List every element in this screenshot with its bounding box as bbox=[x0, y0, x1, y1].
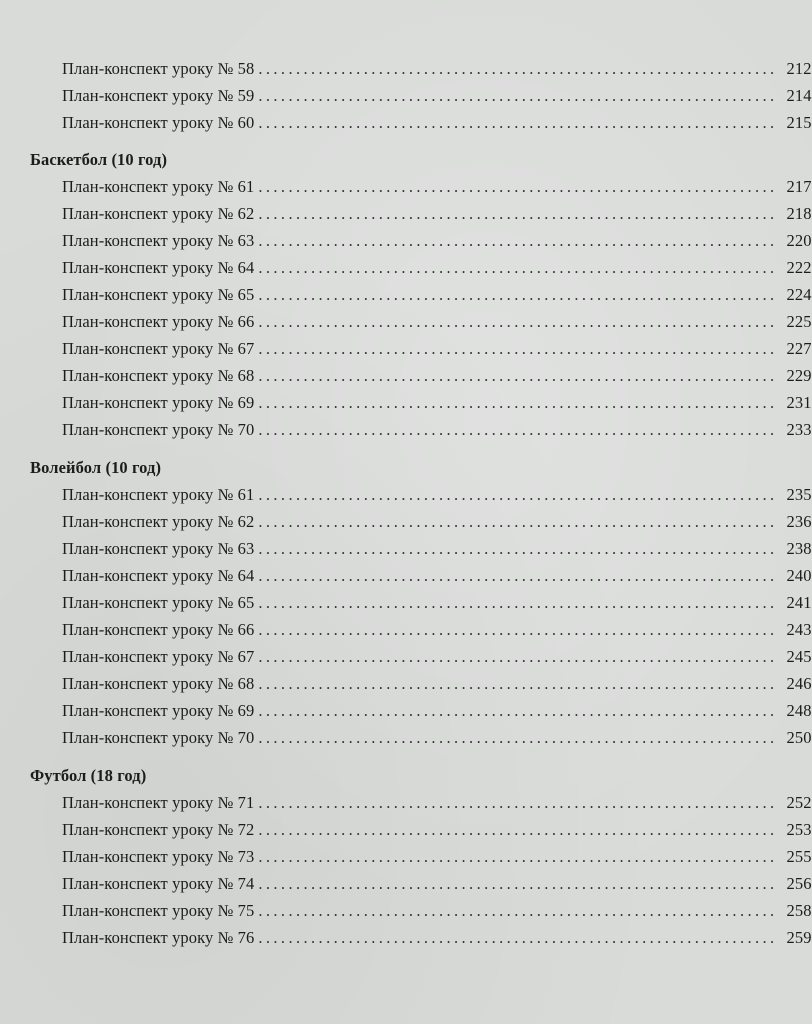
dot-leader: ..................................................................... bbox=[258, 113, 778, 132]
entry-page-number: 252 bbox=[786, 793, 812, 812]
dot-leader: ..................................................................... bbox=[258, 177, 778, 196]
entry-title: План-конспект уроку № 69 bbox=[62, 393, 255, 412]
toc-entry[interactable] bbox=[62, 231, 812, 251]
entry-title: План-конспект уроку № 68 bbox=[62, 674, 255, 693]
dot-leader: ..................................................................... bbox=[258, 539, 778, 558]
toc-entry[interactable] bbox=[62, 204, 812, 224]
entry-title: План-конспект уроку № 65 bbox=[62, 285, 255, 304]
entry-page-number: 225 bbox=[786, 312, 812, 331]
entry-page-number: 215 bbox=[786, 113, 812, 132]
entry-title: План-конспект уроку № 62 bbox=[62, 512, 255, 531]
entry-title: План-конспект уроку № 68 bbox=[62, 366, 255, 385]
entry-title: План-конспект уроку № 66 bbox=[62, 620, 255, 639]
dot-leader: ..................................................................... bbox=[258, 339, 778, 358]
entry-page-number: 243 bbox=[786, 620, 812, 639]
entry-page-number: 220 bbox=[786, 231, 812, 250]
entry-title: План-конспект уроку № 61 bbox=[62, 177, 255, 196]
toc-entry[interactable] bbox=[62, 847, 812, 867]
entry-page-number: 218 bbox=[786, 204, 812, 223]
entry-page-number: 212 bbox=[786, 59, 812, 78]
entry-page-number: 246 bbox=[786, 674, 812, 693]
toc-entry[interactable] bbox=[62, 420, 812, 440]
dot-leader: ..................................................................... bbox=[258, 485, 778, 504]
entry-title: План-конспект уроку № 63 bbox=[62, 539, 255, 558]
entry-page-number: 255 bbox=[786, 847, 812, 866]
entry-page-number: 235 bbox=[786, 485, 812, 504]
entry-page-number: 231 bbox=[786, 393, 812, 412]
dot-leader: ..................................................................... bbox=[258, 820, 778, 839]
dot-leader: ..................................................................... bbox=[258, 59, 778, 78]
toc-entry[interactable] bbox=[62, 620, 812, 640]
dot-leader: ..................................................................... bbox=[258, 674, 778, 693]
entry-title: План-конспект уроку № 65 bbox=[62, 593, 255, 612]
dot-leader: ..................................................................... bbox=[258, 312, 778, 331]
entry-title: План-конспект уроку № 63 bbox=[62, 231, 255, 250]
entry-title: План-конспект уроку № 64 bbox=[62, 566, 255, 585]
toc-entry[interactable] bbox=[62, 566, 812, 586]
entry-title: План-конспект уроку № 62 bbox=[62, 204, 255, 223]
entry-page-number: 253 bbox=[786, 820, 812, 839]
toc-entry[interactable] bbox=[62, 393, 812, 413]
dot-leader: ..................................................................... bbox=[258, 793, 778, 812]
dot-leader: ..................................................................... bbox=[258, 620, 778, 639]
toc-entry[interactable] bbox=[62, 339, 812, 359]
dot-leader: ..................................................................... bbox=[258, 901, 778, 920]
entry-title: План-конспект уроку № 75 bbox=[62, 901, 255, 920]
entry-title: План-конспект уроку № 70 bbox=[62, 420, 255, 439]
dot-leader: ..................................................................... bbox=[258, 420, 778, 439]
toc-entry[interactable] bbox=[62, 512, 812, 532]
entry-title: План-конспект уроку № 72 bbox=[62, 820, 255, 839]
entry-page-number: 222 bbox=[786, 258, 812, 277]
dot-leader: ..................................................................... bbox=[258, 566, 778, 585]
dot-leader: ..................................................................... bbox=[258, 928, 778, 947]
dot-leader: ..................................................................... bbox=[258, 393, 778, 412]
entry-title: План-конспект уроку № 69 bbox=[62, 701, 255, 720]
section-heading: Баскетбол (10 год) bbox=[30, 150, 168, 169]
entry-page-number: 248 bbox=[786, 701, 812, 720]
toc-entry[interactable] bbox=[62, 820, 812, 840]
dot-leader: ..................................................................... bbox=[258, 593, 778, 612]
toc-entry[interactable] bbox=[62, 901, 812, 921]
dot-leader: ..................................................................... bbox=[258, 231, 778, 250]
entry-page-number: 238 bbox=[786, 539, 812, 558]
entry-title: План-конспект уроку № 58 bbox=[62, 59, 255, 78]
entry-page-number: 258 bbox=[786, 901, 812, 920]
toc-entry[interactable] bbox=[62, 86, 812, 106]
toc-entry[interactable] bbox=[62, 539, 812, 559]
dot-leader: ..................................................................... bbox=[258, 285, 778, 304]
entry-page-number: 229 bbox=[786, 366, 812, 385]
entry-page-number: 217 bbox=[786, 177, 812, 196]
entry-title: План-конспект уроку № 60 bbox=[62, 113, 255, 132]
dot-leader: ..................................................................... bbox=[258, 258, 778, 277]
dot-leader: ..................................................................... bbox=[258, 728, 778, 747]
entry-page-number: 236 bbox=[786, 512, 812, 531]
toc-entry[interactable] bbox=[62, 701, 812, 721]
entry-title: План-конспект уроку № 67 bbox=[62, 647, 255, 666]
entry-page-number: 256 bbox=[786, 874, 812, 893]
entry-title: План-конспект уроку № 67 bbox=[62, 339, 255, 358]
toc-entry[interactable] bbox=[62, 258, 812, 278]
toc-entry[interactable] bbox=[62, 874, 812, 894]
toc-entry[interactable] bbox=[62, 285, 812, 305]
entry-title: План-конспект уроку № 71 bbox=[62, 793, 255, 812]
toc-entry[interactable] bbox=[62, 59, 812, 79]
entry-title: План-конспект уроку № 59 bbox=[62, 86, 255, 105]
toc-entry[interactable] bbox=[62, 647, 812, 667]
toc-entry[interactable] bbox=[62, 366, 812, 386]
entry-page-number: 227 bbox=[786, 339, 812, 358]
dot-leader: ..................................................................... bbox=[258, 701, 778, 720]
entry-title: План-конспект уроку № 61 bbox=[62, 485, 255, 504]
entry-title: План-конспект уроку № 74 bbox=[62, 874, 255, 893]
toc-entry[interactable] bbox=[62, 485, 812, 505]
entry-page-number: 224 bbox=[786, 285, 812, 304]
section-heading: Футбол (18 год) bbox=[30, 766, 147, 785]
entry-page-number: 250 bbox=[786, 728, 812, 747]
entry-page-number: 245 bbox=[786, 647, 812, 666]
toc-entry[interactable] bbox=[62, 593, 812, 613]
section-heading: Волейбол (10 год) bbox=[30, 458, 162, 477]
toc-entry[interactable] bbox=[62, 113, 812, 133]
toc-entry[interactable] bbox=[62, 312, 812, 332]
entry-page-number: 259 bbox=[786, 928, 812, 947]
dot-leader: ..................................................................... bbox=[258, 204, 778, 223]
dot-leader: ..................................................................... bbox=[258, 366, 778, 385]
toc-entry[interactable] bbox=[62, 728, 812, 748]
entry-page-number: 240 bbox=[786, 566, 812, 585]
dot-leader: ..................................................................... bbox=[258, 647, 778, 666]
entry-page-number: 214 bbox=[786, 86, 812, 105]
entry-title: План-конспект уроку № 70 bbox=[62, 728, 255, 747]
dot-leader: ..................................................................... bbox=[258, 847, 778, 866]
dot-leader: ..................................................................... bbox=[258, 86, 778, 105]
dot-leader: ..................................................................... bbox=[258, 874, 778, 893]
dot-leader: ..................................................................... bbox=[258, 512, 778, 531]
entry-title: План-конспект уроку № 76 bbox=[62, 928, 255, 947]
entry-title: План-конспект уроку № 73 bbox=[62, 847, 255, 866]
entry-title: План-конспект уроку № 66 bbox=[62, 312, 255, 331]
entry-page-number: 241 bbox=[786, 593, 812, 612]
toc-entry[interactable] bbox=[62, 674, 812, 694]
entry-page-number: 233 bbox=[786, 420, 812, 439]
toc-entry[interactable] bbox=[62, 928, 812, 948]
toc-entry[interactable] bbox=[62, 177, 812, 197]
entry-title: План-конспект уроку № 64 bbox=[62, 258, 255, 277]
toc-entry[interactable] bbox=[62, 793, 812, 813]
